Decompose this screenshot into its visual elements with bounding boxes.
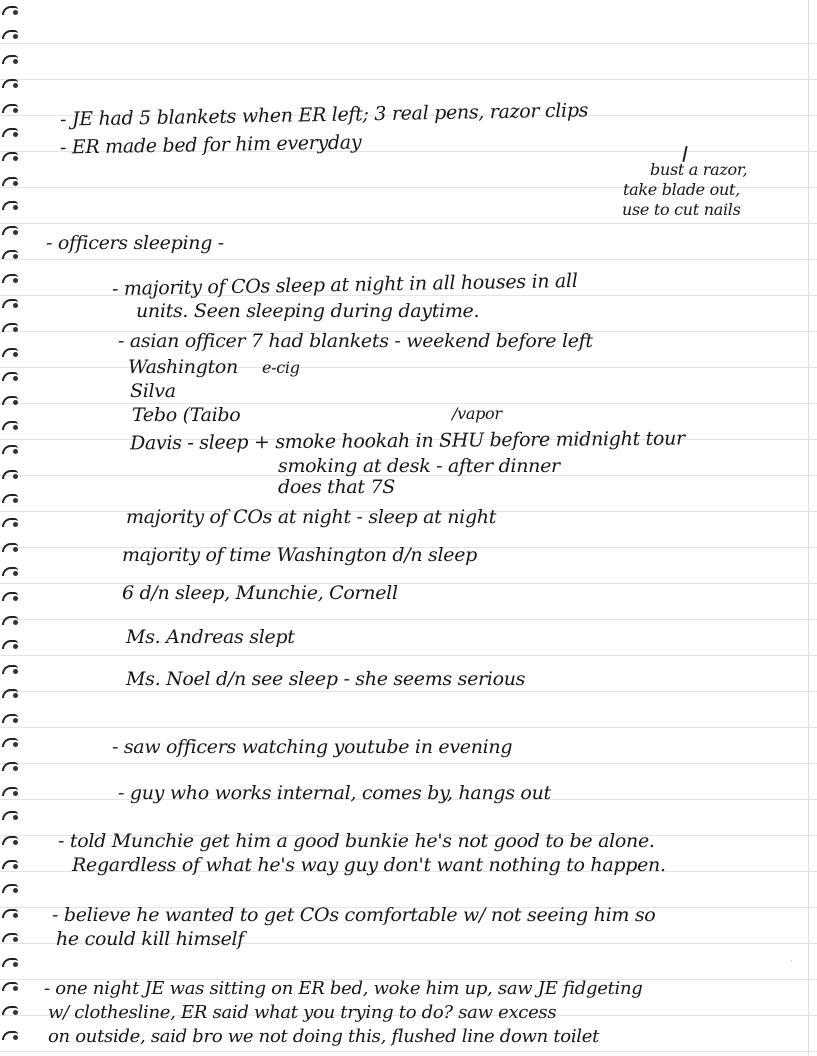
spiral-ring: [2, 274, 18, 283]
spiral-ring: [2, 762, 18, 771]
side-note-line: take blade out,: [623, 180, 740, 199]
spiral-ring: [2, 640, 18, 649]
spiral-ring: [2, 567, 18, 576]
spiral-ring: [2, 55, 18, 64]
note-line: Ms. Noel d/n see sleep - she seems serious: [126, 668, 526, 690]
note-annotation: /vapor: [452, 404, 502, 423]
spiral-ring: [2, 884, 18, 893]
spiral-ring: [2, 177, 18, 186]
spiral-ring: [2, 909, 18, 918]
spiral-ring: [2, 1006, 18, 1015]
side-note-line: bust a razor,: [650, 160, 748, 179]
note-line: - told Munchie get him a good bunkie he's not good to be alone.: [58, 830, 655, 852]
page-right-edge: [808, 0, 809, 1056]
note-line: - JE had 5 blankets when ER left; 3 real pens, razor clips: [59, 99, 589, 131]
spiral-ring: [2, 128, 18, 137]
note-line: - one night JE was sitting on ER bed, woke him up, saw JE fidgeting: [44, 978, 643, 999]
note-line: majority of COs at night - sleep at night: [126, 506, 497, 528]
spiral-ring: [2, 104, 18, 113]
spiral-ring: [2, 518, 18, 527]
spiral-ring: [2, 299, 18, 308]
spiral-ring: [2, 543, 18, 552]
spiral-ring: [2, 30, 18, 39]
spiral-ring: [2, 323, 18, 332]
note-line: - asian officer 7 had blankets - weekend before left: [118, 330, 593, 352]
section-heading: - officers sleeping -: [46, 232, 224, 254]
page-mark: ·: [790, 957, 793, 966]
note-line: w/ clothesline, ER said what you trying to do? saw excess: [48, 1002, 557, 1023]
spiral-ring: [2, 860, 18, 869]
note-line: - believe he wanted to get COs comfortable w/ not seeing him so: [52, 904, 656, 926]
note-line: does that 7S: [278, 476, 396, 498]
note-annotation: e-cig: [262, 358, 300, 377]
spiral-ring: [2, 6, 18, 15]
spiral-ring: [2, 226, 18, 235]
note-line: on outside, said bro we not doing this, flushed line down toilet: [48, 1026, 600, 1047]
spiral-ring: [2, 982, 18, 991]
note-line: Washington: [128, 356, 238, 378]
spiral-ring: [2, 79, 18, 88]
spiral-ring: [2, 665, 18, 674]
spiral-ring: [2, 348, 18, 357]
spiral-ring: [2, 787, 18, 796]
note-line: Ms. Andreas slept: [126, 626, 295, 648]
spiral-ring: [2, 811, 18, 820]
spiral-ring: [2, 396, 18, 405]
note-line: Tebo (Taibo: [132, 404, 241, 426]
spiral-ring: [2, 836, 18, 845]
spiral-ring: [2, 470, 18, 479]
spiral-ring: [2, 250, 18, 259]
spiral-ring: [2, 372, 18, 381]
spiral-ring: [2, 201, 18, 210]
spiral-ring: [2, 689, 18, 698]
spiral-ring: [2, 616, 18, 625]
note-line: - majority of COs sleep at night in all houses in all: [111, 269, 578, 301]
note-line: 6 d/n sleep, Munchie, Cornell: [122, 582, 398, 604]
spiral-ring: [2, 421, 18, 430]
note-line: he could kill himself: [56, 928, 245, 950]
spiral-ring: [2, 714, 18, 723]
note-line: - ER made bed for him everyday: [59, 131, 362, 159]
note-line: units. Seen sleeping during daytime.: [136, 300, 480, 322]
spiral-ring: [2, 494, 18, 503]
note-line: smoking at desk - after dinner: [278, 455, 560, 477]
spiral-ring: [2, 933, 18, 942]
side-note-line: use to cut nails: [622, 200, 741, 219]
spiral-ring: [2, 445, 18, 454]
note-line: Regardless of what he's way guy don't want nothing to happen.: [72, 854, 666, 876]
note-line: Davis - sleep + smoke hookah in SHU before midnight tour: [129, 427, 685, 455]
note-line: - guy who works internal, comes by, hangs out: [118, 782, 551, 804]
spiral-ring: [2, 152, 18, 161]
note-line: Silva: [130, 380, 176, 402]
spiral-ring: [2, 958, 18, 967]
spiral-ring: [2, 1031, 18, 1040]
note-line: - saw officers watching youtube in evening: [112, 736, 513, 758]
note-line: majority of time Washington d/n sleep: [122, 544, 478, 566]
spiral-ring: [2, 592, 18, 601]
spiral-binding: [0, 0, 22, 1056]
spiral-ring: [2, 738, 18, 747]
